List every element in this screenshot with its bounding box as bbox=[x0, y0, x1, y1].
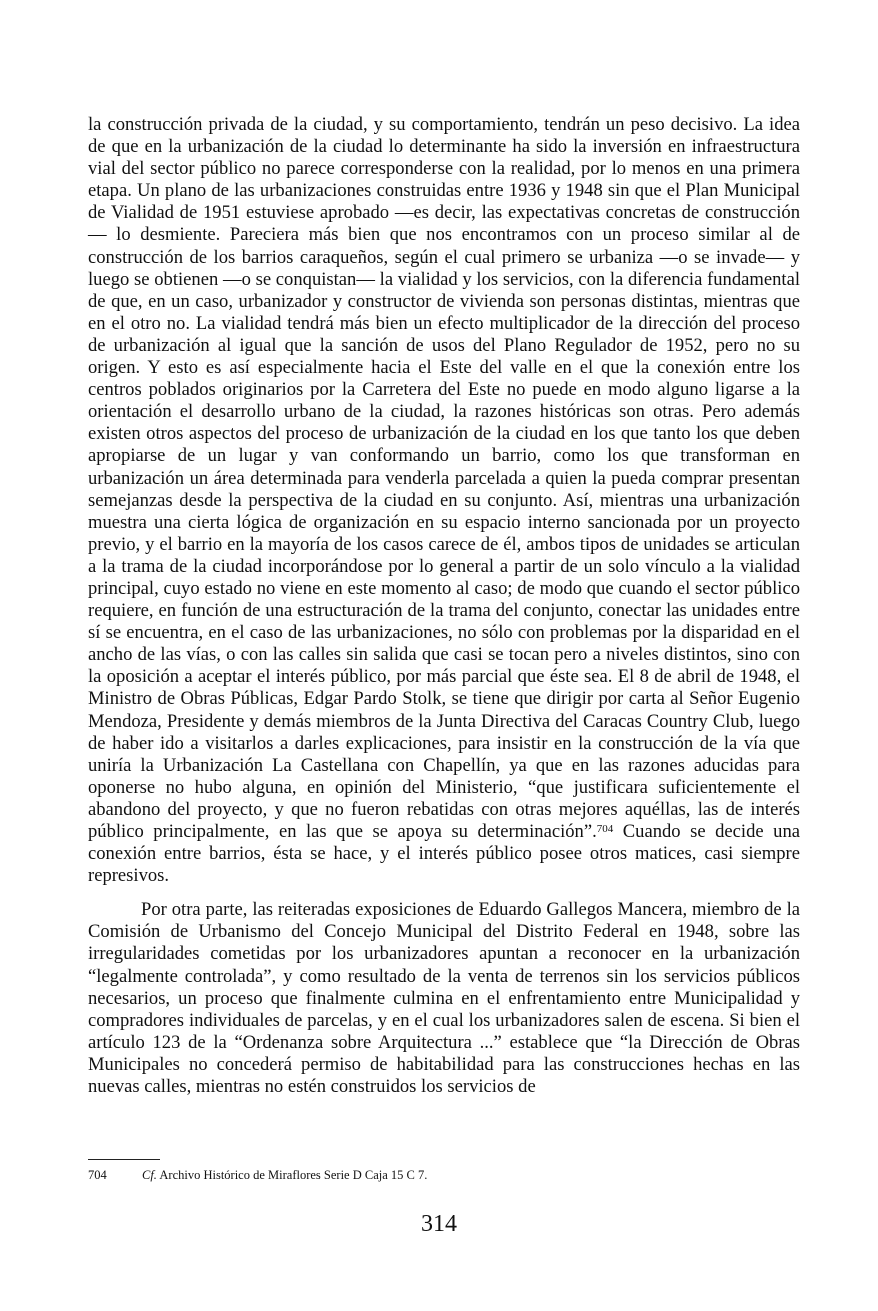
paragraph-2: Por otra parte, las reiteradas exposiciones de Eduardo Gallegos Mancera, miembro de la Comisión de Urbanismo del Concejo Municipal del Distrito Federal en 1948, sobre las irregularidades cometidas por los urbanizadores apuntan a reconocer en la urbanización “legalmente controlada”, y como resultado de la venta de terrenos sin los servicios públicos necesarios, un proceso que finalmente culmina en el enfrentamiento entre Municipalidad y compradores individuales de parcelas, y en el cual los urbanizadores salen de escena. Si bien el artículo 123 de la “Ordenanza sobre Arquitectura ...” establece que “la Dirección de Obras Municipales no concederá permiso de habitabilidad para las construcciones hechas en las nuevas calles, mientras no estén construidos los servicios de bbox=[88, 899, 800, 1098]
footnote-number: 704 bbox=[88, 1168, 107, 1182]
paragraph-1-tail: Cuando se decide una conexión entre barrios, ésta se hace, y el interés público posee otros matices, casi siempre represivos. bbox=[88, 821, 800, 887]
paragraph-1 bbox=[88, 114, 800, 887]
footnote bbox=[88, 1167, 800, 1183]
footnote-reference[interactable]: 704 bbox=[596, 823, 614, 835]
page-body bbox=[88, 114, 800, 1098]
footnote-cf: Cf. bbox=[142, 1168, 157, 1182]
page-number: 314 bbox=[421, 1211, 457, 1237]
footnote-text: Archivo Histórico de Miraflores Serie D Caja 15 C 7. bbox=[156, 1168, 428, 1182]
footnote-divider bbox=[88, 1159, 160, 1160]
paragraph-1-main: la construcción privada de la ciudad, y su comportamiento, tendrán un peso decisivo. La idea de que en la urbanización de la ciudad lo determinante ha sido la inversión en infraestructura vial del sector público no parece corresponderse con la realidad, por lo menos en una primera etapa. Un plano de las urbanizaciones construidas entre 1936 y 1948 sin que el Plan Municipal de Vialidad de 1951 estuviese aprobado —es decir, las expectativas concretas de construcción— lo desmiente. Pareciera más bien que nos encontramos con un proceso similar al de construcción de los barrios caraqueños, según el cual primero se urbaniza —o se invade— y luego se obtienen —o se conquistan— la vialidad y los servicios, con la diferencia fundamental de que, en un caso, urbanizador y constructor de vivienda son personas distintas, mientras que en el otro no. La vialidad tendrá más bien un efecto multiplicador de la dirección del proceso de urbanización al igual que la sanción de usos del Plano Regulador de 1952, pero no su origen. Y esto es así especialmente hacia el Este del valle en el que la conexión entre los centros poblados originarios por la Carretera del Este no puede en modo alguno ligarse a la orientación el desarrollo urbano de la ciudad, la razones históricas son otras. Pero además existen otros aspectos del proceso de urbanización de la ciudad en los que tanto los que deben apropiarse de un lugar y van conformando un barrio, como los que transforman en urbanización un área determinada para venderla parcelada a quien la pueda comprar presentan semejanzas desde la perspectiva de la ciudad en su conjunto. Así, mientras una urbanización muestra una cierta lógica de organización en su espacio interno sancionada por un proyecto previo, y el barrio en la mayoría de los casos carece de él, ambos tipos de unidades se articulan a la trama de la ciudad incorporándose por lo general a partir de un solo vínculo a la vialidad principal, cuyo estado no viene en este momento al caso; de modo que cuando el sector público requiere, en función de una estructuración de la trama del conjunto, conectar las unidades entre sí se encuentra, en el caso de las urbanizaciones, no sólo con problemas por la disparidad en el ancho de las vías, o con las calles sin salida que casi se tocan pero a niveles distintos, sino con la oposición a aceptar el interés público, por más parcial que éste sea. El 8 de abril de 1948, el Ministro de Obras Públicas, Edgar Pardo Stolk, se tiene que dirigir por carta al Señor Eugenio Mendoza, Presidente y demás miembros de la Junta Directiva del Caracas Country Club, luego de haber ido a visitarlos a darles explicaciones, para insistir en la construcción de la vía que uniría la Urbanización La Castellana con Chapellín, ya que en las razones aducidas para oponerse no hubo alguna, en opinión del Ministerio, “que justificara suficientemente el abandono del proyecto, y que no fueron rebatidas con otras mejores aquéllas, las de interés público principalmente, en las que se apoya su determinación”. bbox=[88, 114, 800, 842]
